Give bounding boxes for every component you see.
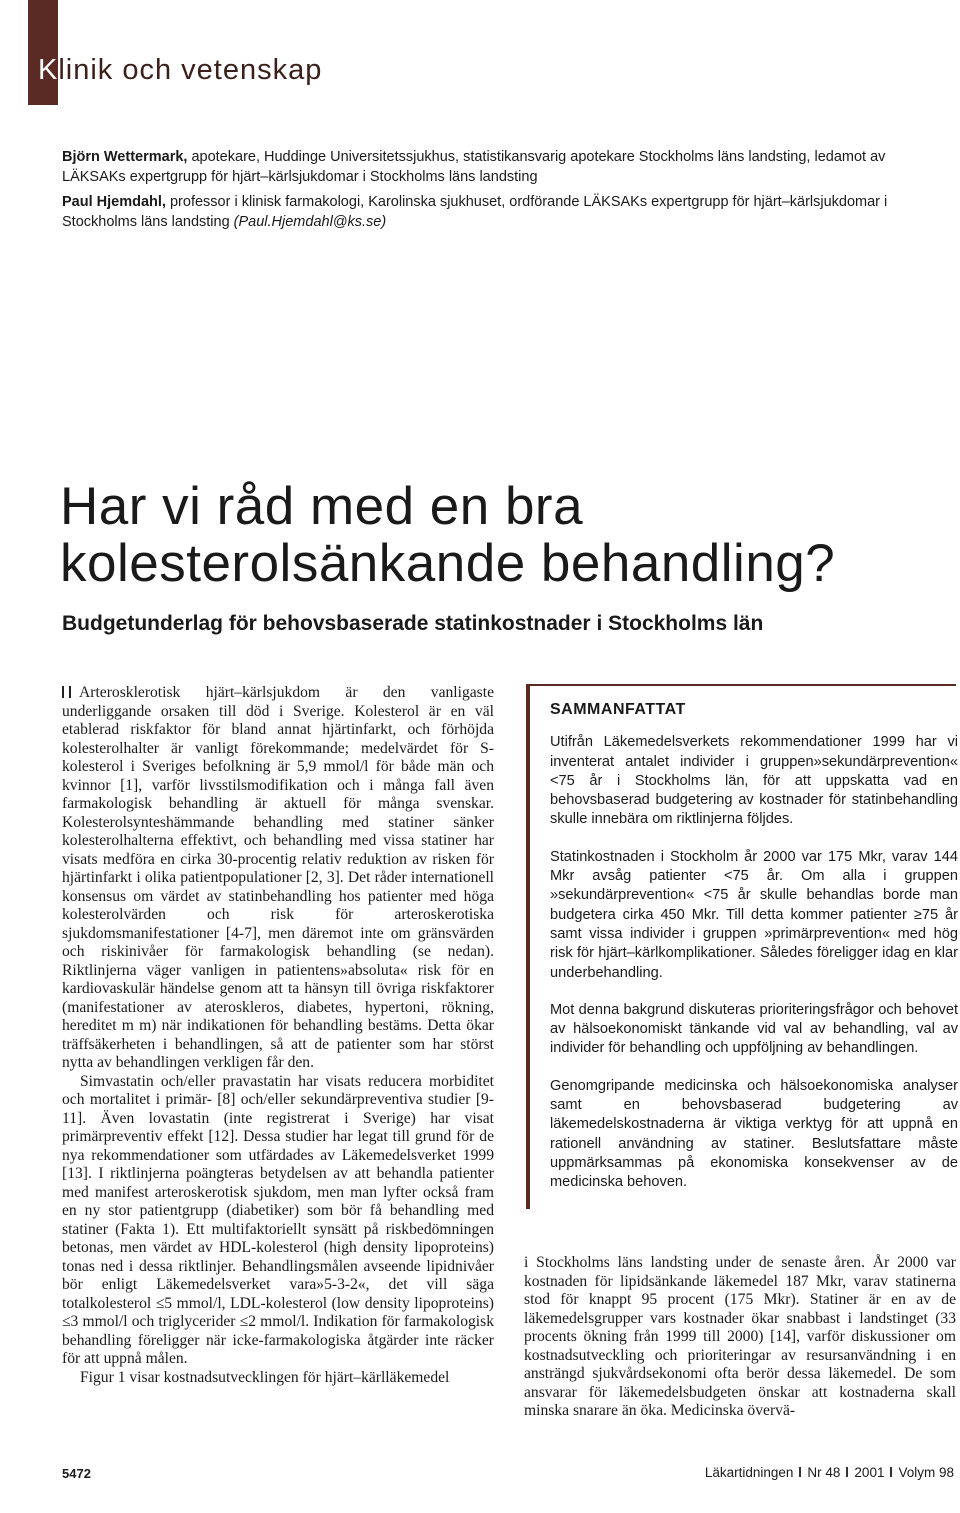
summary-paragraph-1: Utifrån Läkemedelsverkets rekommendationer 1999 har vi inventerat antalet individer i gruppen»sekundärprevention« <75 år i Stockholms län, för att uppskatta vad en behovsbaserad budgetering av kostnader för statinbehandling skulle innebära om riktlinjerna följdes. xyxy=(550,734,958,828)
summary-paragraph-3: Mot denna bakgrund diskuteras prioriteringsfrågor och behovet av hälsoekonomiskt tänkande vid val av behandling, val av individer för behandling och uppföljning av behandlingen. xyxy=(550,1001,958,1057)
body-paragraph-right-1: i Stockholms läns landsting under de senaste åren. År 2000 var kostnaden för lipidsänkande läkemedel 187 Mkr, varav statinerna stod för knappt 95 procent (175 Mkr). Statiner är en av de läkemedelsgrupper vars kostnader ökar snabbast i landstinget (33 procents ökning från 1999 till 2000) [14], varför diskussioner om kostnadsutveckling och prioriteringar av resursanvändning i en ansträngd sjukvårdsekonomi ofta berör dessa läkemedel. De som ansvarar för läkemedelsbudgeten önskar att kostnaderna skall minska snarare än öka. Medicinska övervä- xyxy=(524,1254,956,1419)
author-2 xyxy=(62,192,942,232)
author-2-name: Paul Hjemdahl, xyxy=(62,194,166,210)
section-header-rest: linik och vetenskap xyxy=(58,54,323,86)
article-title-line-2: kolesterolsänkande behandling? xyxy=(60,534,836,593)
author-1 xyxy=(62,147,942,187)
footer-separator xyxy=(846,1467,848,1477)
summary-box xyxy=(550,700,958,1211)
journal-volume: Volym 98 xyxy=(898,1465,954,1480)
body-paragraph-1-text: Arterosklerotisk hjärt–kärlsjukdom är den vanligaste underliggande orsaken till död i Sverige. Kolesterol är en väl etablerad riskfaktor för bland annat hjärtinfarkt, och förhöjda kolesterolhalter är vanligt förekommande; medelvärdet för S-kolesterol i Sveriges befolkning är 5,9 mmol/l för både män och kvinnor [1], varför livsstilsmodifikation och i många fall även farmakologisk behandling är aktuell för många svenskar. Kolesterolsynteshämmande behandling med statiner sänker kolesterolhalterna effektivt, och behandling med vissa statiner har visats medföra en cirka 30-procentig relativ reduktion av risken för hjärtinfarkt i olika patientpopulationer [2, 3]. Det råder internationell konsensus om värdet av statinbehandling hos patienter med höga kolesterolvärden och risk för arteroskerotiska sjukdomsmanifestationer [4-7], men däremot inte om gränsvärden och riskinivåer för farmakologisk behandling (se nedan). Riktlinjerna väger vanligen in patientens»absoluta« risk för en kardiovaskulär händelse genom att ta hänsyn till övriga riskfaktorer (manifestationer av ateroskleros, diabetes, hypertoni, rökning, hereditet m m) när indikationen för behandling bestäms. Detta ökar träffsäkerheten i behandlingen, så att de patienter som har störst nytta av behandlingen verkligen får den. xyxy=(62,684,494,1071)
article-title-line-1: Har vi råd med en bra xyxy=(60,477,584,536)
journal-issue: Nr 48 xyxy=(807,1465,841,1480)
summary-box-side-rule xyxy=(526,684,530,1209)
summary-paragraph-2: Statinkostnaden i Stockholm år 2000 var 175 Mkr, varav 144 Mkr avsåg patienter <75 år. Om alla i gruppen »sekundärprevention« <75 år skulle behandlas borde man budgetera cirka 450 Mkr. Till detta kommer patienter ≥75 år samt vissa individer i gruppen »primärprevention« med hög risk för hjärt–kärlkomplikationer. Således föreligger idag en klar underbehandling. xyxy=(550,848,958,981)
body-paragraph-2: Simvastatin och/eller pravastatin har visats reducera morbiditet och mortalitet i primär- [8] och/eller sekundärpreventiva studier [9-11]. Även lovastatin (inte registrerat i Sverige) har visat primärpreventiv effekt [12]. Dessa studier har legat till grund för de nya rekommendationer som utfärdades av Läkemedelsverket 1999 [13]. I riktlinjerna poängteras betydelsen av att behandla patienter med manifest arteroskerotisk sjukdom, men man lyfter också fram en ny stor patientgrupp (diabetiker) som bör få behandling med statiner (Fakta 1). Ett multifaktoriellt synsätt på riskbedömningen betonas, men värdet av HDL-kolesterol (high density lipoproteins) tonas ned i dessa riktlinjer. Behandlingsmålen avseende lipidnivåer bör enligt Läkemedelsverket vara»5-3-2«, det vill säga totalkolesterol ≤5 mmol/l, LDL-kolesterol (low density lipoproteins) ≤3 mmol/l och triglycerider ≤2 mmol/l. Indikation för farmakologisk behandling föreligger när icke-farmakologiska åtgärder inte räcker för att uppnå målen. xyxy=(62,1072,494,1367)
footer-separator xyxy=(799,1467,801,1477)
summary-paragraph-4: Genomgripande medicinska och hälsoekonomiska analyser samt en behovsbaserad budgetering av läkemedelskostnaderna är viktiga verktyg för att uppnå en rationell användning av statiner. Beslutsfattare måste uppmärksammas på ekonomiska konsekvenser av de medicinska behoven. xyxy=(550,1077,958,1191)
section-color-bar xyxy=(28,0,58,105)
body-column-right xyxy=(524,1254,956,1421)
body-paragraph-3: Figur 1 visar kostnadsutvecklingen för hjärt–kärlläkemedel xyxy=(80,1368,450,1386)
paragraph-start-marker-icon xyxy=(62,686,71,698)
body-column-left xyxy=(62,684,494,1387)
footer-separator xyxy=(890,1467,892,1477)
journal-name: Läkartidningen xyxy=(704,1465,794,1480)
page-number: 5472 xyxy=(62,1466,91,1481)
summary-box-top-rule xyxy=(526,684,956,686)
author-1-name: Björn Wettermark, xyxy=(62,149,188,165)
author-info xyxy=(62,147,942,237)
author-2-email: (Paul.Hjemdahl@ks.se) xyxy=(233,214,387,230)
article-title xyxy=(60,478,835,592)
section-header xyxy=(38,54,322,87)
article-subtitle: Budgetunderlag för behovsbaserade statinkostnader i Stockholms län xyxy=(62,612,764,635)
body-paragraph-1 xyxy=(62,684,494,1073)
summary-heading: SAMMANFATTAT xyxy=(550,701,686,718)
section-header-initial: K xyxy=(38,54,59,86)
author-2-description: professor i klinisk farmakologi, Karolinska sjukhuset, ordförande LÄKSAKs expertgrupp för hjärt–kärlsjukdomar i Stockholms läns landsting xyxy=(62,194,888,230)
journal-year: 2001 xyxy=(854,1465,885,1480)
author-1-description: apotekare, Huddinge Universitetssjukhus, statistikansvarig apotekare Stockholms läns landsting, ledamot av LÄKSAKs expertgrupp för hjärt–kärlsjukdomar i Stockholms läns landsting xyxy=(62,149,886,185)
journal-footer xyxy=(705,1465,954,1480)
